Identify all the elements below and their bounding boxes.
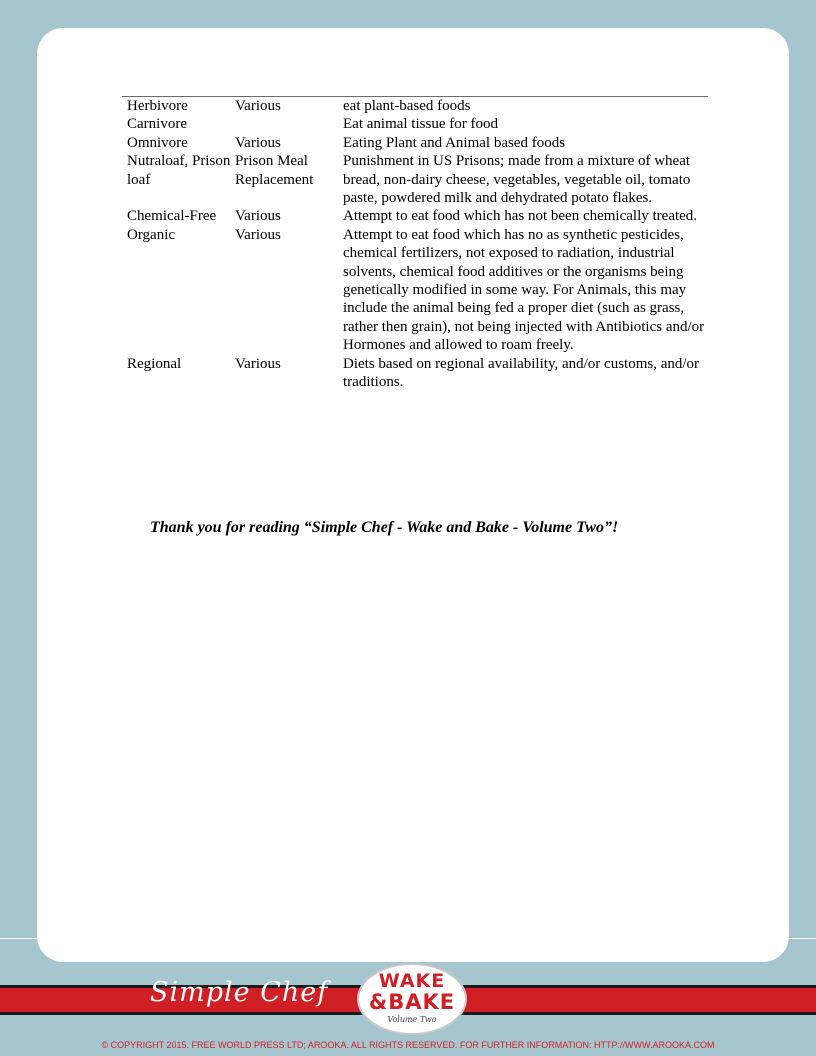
badge-title-line1: WAKE xyxy=(378,970,446,992)
diet-name: Herbivore xyxy=(127,98,188,114)
side-rule-left xyxy=(0,938,37,939)
table-row xyxy=(127,355,707,392)
thank-you-message: Thank you for reading “Simple Chef - Wake and Bake - Volume Two”! xyxy=(150,519,619,536)
copyright-notice: © COPYRIGHT 2015. FREE WORLD PRESS LTD; AROOKA. ALL RIGHTS RESERVED. FOR FURTHER INFORMATION: HTTP://WWW.AROOKA.COM xyxy=(101,1040,715,1050)
diet-origin: Various xyxy=(235,226,281,243)
diet-description: Diets based on regional availability, and/or customs, and/or traditions. xyxy=(343,355,700,391)
diet-description: eat plant-based foods xyxy=(343,98,471,114)
diet-name: Organic xyxy=(127,226,176,243)
diet-name: Omnivore xyxy=(127,134,188,151)
diet-name: Nutraloaf, Prison loaf xyxy=(127,153,231,188)
table-row xyxy=(127,97,707,115)
table-row xyxy=(127,115,707,133)
diet-name: Regional xyxy=(127,355,182,372)
badge-title-line2: &BAKE xyxy=(368,990,456,1014)
table-row xyxy=(127,134,707,152)
diet-description: Attempt to eat food which has not been chemically treated. xyxy=(343,208,698,225)
diet-table xyxy=(127,97,707,392)
badge-subtitle: Volume Two xyxy=(387,1015,437,1024)
diet-name: Chemical-Free xyxy=(127,208,217,225)
diet-description: Eating Plant and Animal based foods xyxy=(343,134,566,151)
diet-origin: Various xyxy=(235,355,281,372)
diet-description: Punishment in US Prisons; made from a mixture of wheat bread, non-dairy cheese, vegetables, vegetable oil, tomato paste, powdered milk and dehydrated potato flakes. xyxy=(343,153,691,207)
wake-and-bake-badge xyxy=(357,963,467,1035)
diet-origin: Various xyxy=(235,208,281,225)
diet-description: Attempt to eat food which has no as synthetic pesticides, chemical fertilizers, not exposed to radiation, industrial solvents, chemical food additives or the organisms being genetically modified in some way. For Animals, this may include the animal being fed a proper diet (such as grass, rather then grain), not being injected with Antibiotics and/or Hormones and allowed to roam freely. xyxy=(343,226,705,354)
diet-name: Carnivore xyxy=(127,116,187,133)
table-row xyxy=(127,152,707,207)
diet-origin: Various xyxy=(235,134,281,151)
table-row xyxy=(127,207,707,225)
diet-origin: Prison Meal Replacement xyxy=(235,153,314,188)
side-rule-right xyxy=(789,938,816,939)
simple-chef-logo: Simple Chef xyxy=(150,977,329,1008)
diet-origin: Various xyxy=(235,98,281,114)
table-row xyxy=(127,226,707,355)
diet-description: Eat animal tissue for food xyxy=(343,116,498,133)
